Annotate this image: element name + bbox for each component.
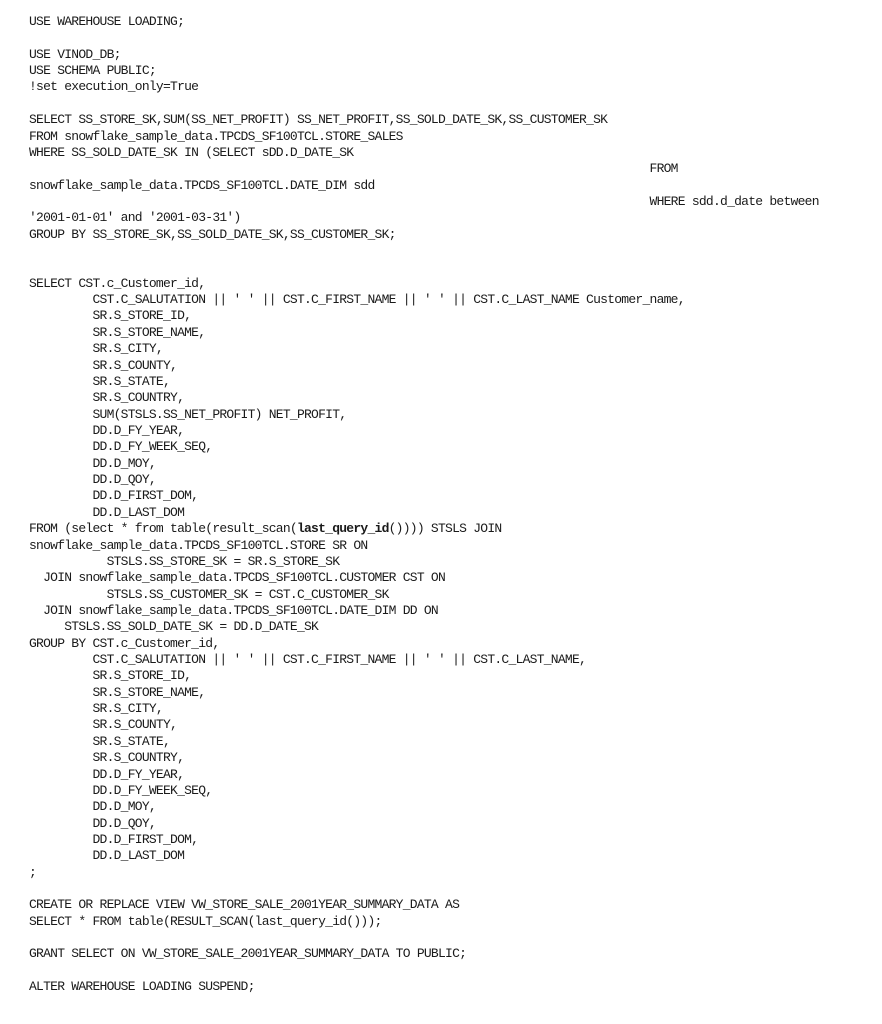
code-line: STSLS.SS_CUSTOMER_SK = CST.C_CUSTOMER_SK <box>29 586 389 602</box>
code-line: CST.C_SALUTATION || ' ' || CST.C_FIRST_NAME || ' ' || CST.C_LAST_NAME, <box>29 652 587 668</box>
code-line: FROM snowflake_sample_data.TPCDS_SF100TCL.STORE_SALES <box>29 128 403 144</box>
code-line: DD.D_FY_YEAR, <box>29 422 185 438</box>
code-line: DD.D_FIRST_DOM, <box>29 488 199 504</box>
code-line: SR.S_STATE, <box>29 373 171 389</box>
code-line: DD.D_FY_WEEK_SEQ, <box>29 782 213 798</box>
bold-function-name: last_query_id <box>296 521 389 537</box>
code-line <box>29 243 874 259</box>
code-line: SELECT CST.c_Customer_id, <box>29 275 206 291</box>
code-line: STSLS.SS_STORE_SK = SR.S_STORE_SK <box>29 553 340 569</box>
code-line: DD.D_FIRST_DOM, <box>29 831 199 847</box>
code-line: snowflake_sample_data.TPCDS_SF100TCL.STORE SR ON <box>29 537 368 553</box>
code-line: USE SCHEMA PUBLIC; <box>29 63 156 79</box>
code-line: JOIN snowflake_sample_data.TPCDS_SF100TCL.DATE_DIM DD ON <box>29 602 438 618</box>
code-line: GROUP BY SS_STORE_SK,SS_SOLD_DATE_SK,SS_CUSTOMER_SK; <box>29 226 396 242</box>
code-line: SR.S_STATE, <box>29 733 171 749</box>
code-line: SR.S_CITY, <box>29 341 163 357</box>
code-line: SR.S_STORE_ID, <box>29 668 192 684</box>
code-line: DD.D_FY_YEAR, <box>29 766 185 782</box>
code-line: DD.D_QOY, <box>29 815 156 831</box>
code-line <box>29 930 874 946</box>
code-line-bold-call: FROM (select * from table(result_scan(last_query_id()))) STSLS JOIN <box>29 521 502 537</box>
code-line: ALTER WAREHOUSE LOADING SUSPEND; <box>29 979 255 995</box>
code-line: WHERE SS_SOLD_DATE_SK IN (SELECT sDD.D_DATE_SK <box>29 144 354 160</box>
code-line: DD.D_MOY, <box>29 455 156 471</box>
code-line: SR.S_STORE_NAME, <box>29 684 206 700</box>
code-line: '2001-01-01' and '2001-03-31') <box>29 210 241 226</box>
code-line: DD.D_LAST_DOM <box>29 504 185 520</box>
code-line: WHERE sdd.d_date between <box>29 193 819 209</box>
code-line: FROM <box>29 161 678 177</box>
code-line: STSLS.SS_SOLD_DATE_SK = DD.D_DATE_SK <box>29 619 319 635</box>
code-line: SR.S_STORE_ID, <box>29 308 192 324</box>
code-line: GRANT SELECT ON VW_STORE_SALE_2001YEAR_SUMMARY_DATA TO PUBLIC; <box>29 946 467 962</box>
code-line <box>29 963 874 979</box>
code-line: JOIN snowflake_sample_data.TPCDS_SF100TCL.CUSTOMER CST ON <box>29 570 446 586</box>
code-line: CST.C_SALUTATION || ' ' || CST.C_FIRST_NAME || ' ' || CST.C_LAST_NAME Customer_name, <box>29 292 685 308</box>
code-line: USE WAREHOUSE LOADING; <box>29 14 185 29</box>
code-line: DD.D_QOY, <box>29 472 156 488</box>
code-line: DD.D_MOY, <box>29 799 156 815</box>
code-line: DD.D_FY_WEEK_SEQ, <box>29 439 213 455</box>
code-line: SELECT * FROM table(RESULT_SCAN(last_query_id())); <box>29 913 382 929</box>
code-line <box>29 881 874 897</box>
code-line: SR.S_COUNTRY, <box>29 390 185 406</box>
code-line: GROUP BY CST.c_Customer_id, <box>29 635 220 651</box>
code-line: DD.D_LAST_DOM <box>29 848 185 864</box>
code-line: SR.S_COUNTRY, <box>29 750 185 766</box>
code-line: CREATE OR REPLACE VIEW VW_STORE_SALE_2001YEAR_SUMMARY_DATA AS <box>29 897 460 913</box>
code-line: snowflake_sample_data.TPCDS_SF100TCL.DATE_DIM sdd <box>29 177 375 193</box>
code-line <box>29 30 874 46</box>
code-line: SUM(STSLS.SS_NET_PROFIT) NET_PROFIT, <box>29 406 347 422</box>
code-line: USE VINOD_DB; <box>29 46 121 62</box>
sql-script <box>29 14 874 996</box>
code-line: SR.S_CITY, <box>29 701 163 717</box>
code-line <box>29 259 874 275</box>
code-line: SR.S_STORE_NAME, <box>29 324 206 340</box>
code-line: SR.S_COUNTY, <box>29 357 178 373</box>
code-line <box>29 96 874 112</box>
code-line: SELECT SS_STORE_SK,SUM(SS_NET_PROFIT) SS_NET_PROFIT,SS_SOLD_DATE_SK,SS_CUSTOMER_SK <box>29 112 608 128</box>
code-line: ; <box>29 864 37 880</box>
code-line: !set execution_only=True <box>29 79 199 95</box>
code-line: SR.S_COUNTY, <box>29 717 178 733</box>
